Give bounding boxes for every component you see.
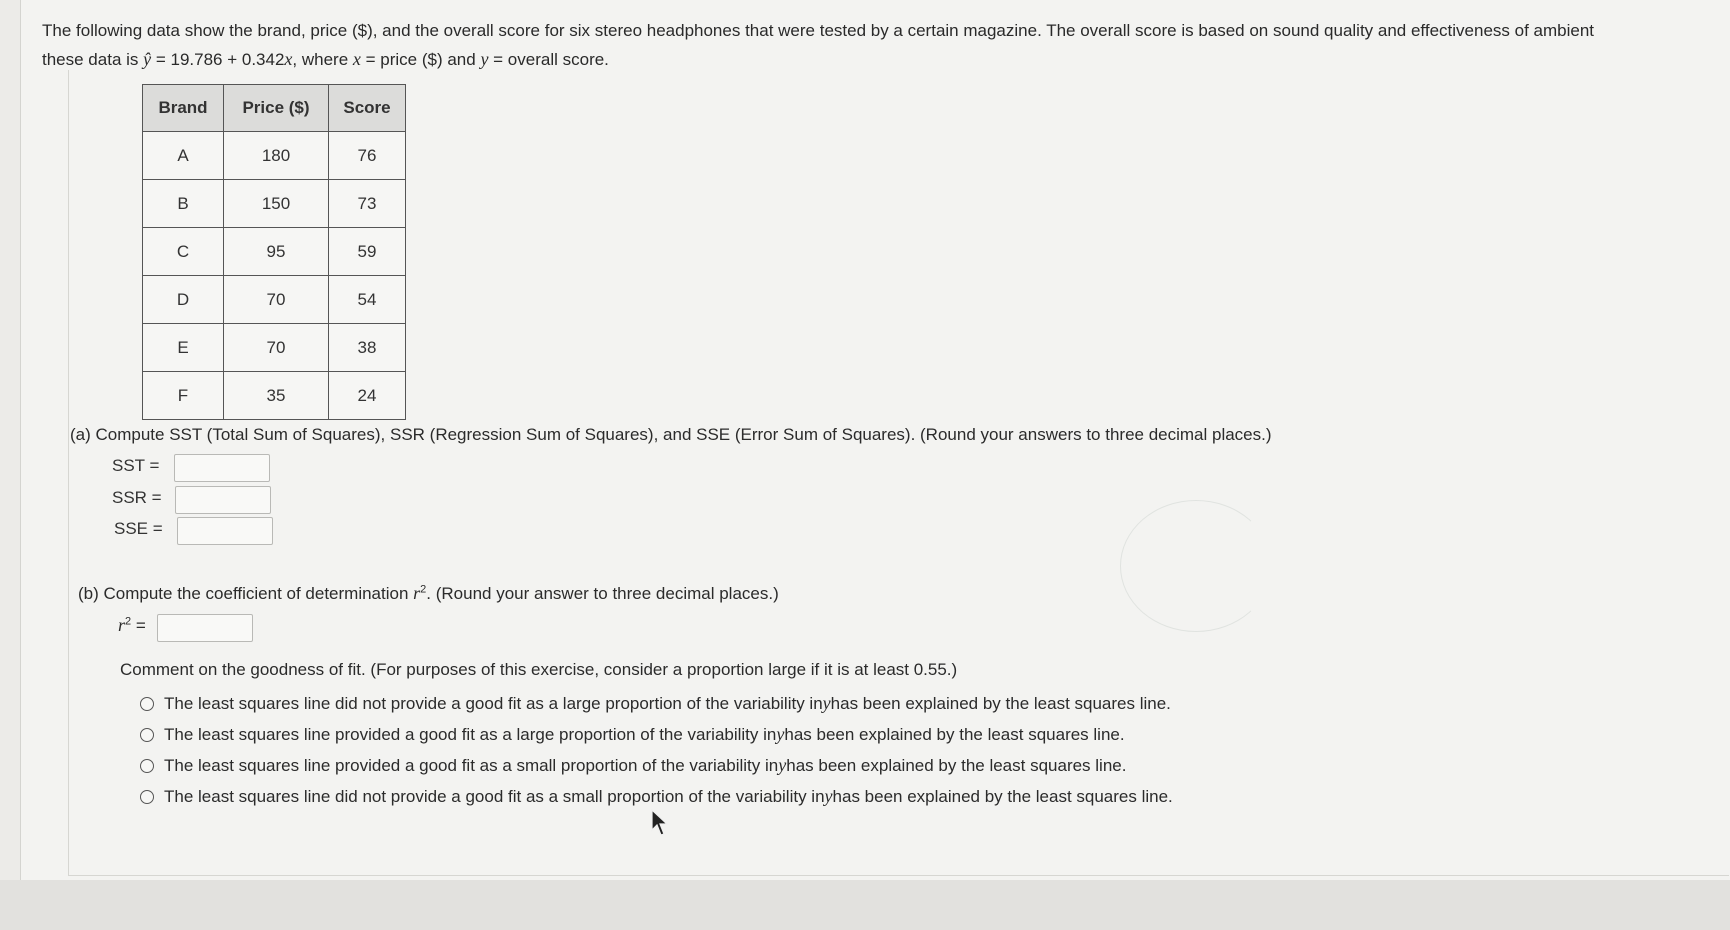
equals-sign: = xyxy=(131,616,146,635)
intro-line-2 xyxy=(42,45,1722,74)
fit-option-1[interactable] xyxy=(140,688,1173,719)
fit-option-2[interactable] xyxy=(140,719,1173,750)
var-x: x xyxy=(352,49,361,69)
var-r: r xyxy=(413,583,421,603)
sst-label: SST = xyxy=(112,456,160,475)
cell-score: 24 xyxy=(329,372,406,420)
option-text: The least squares line did not provide a good fit as a small proportion of the variability in xyxy=(164,786,825,806)
sst-input[interactable] xyxy=(174,454,270,482)
where-text: , where xyxy=(292,50,353,69)
r2-label xyxy=(118,615,146,636)
header-brand: Brand xyxy=(143,85,224,132)
cell-brand: C xyxy=(143,228,224,276)
var-x: x xyxy=(284,49,293,69)
header-score: Score xyxy=(329,85,406,132)
exponent: 2 xyxy=(420,583,427,596)
data-table xyxy=(142,84,406,420)
problem-intro xyxy=(42,16,1722,74)
cell-brand: B xyxy=(143,180,224,228)
ssr-row xyxy=(112,488,174,508)
cell-score: 59 xyxy=(329,228,406,276)
var-r: r xyxy=(118,615,126,635)
r2-input[interactable] xyxy=(157,614,253,642)
cell-price: 70 xyxy=(224,276,329,324)
cell-brand: D xyxy=(143,276,224,324)
var-y: y xyxy=(778,755,787,775)
var-y: y xyxy=(824,786,833,806)
cell-price: 35 xyxy=(224,372,329,420)
bottom-strip xyxy=(0,880,1730,930)
part-b-prefix: (b) Compute the coefficient of determination xyxy=(78,584,414,603)
header-price: Price ($) xyxy=(224,85,329,132)
part-a-question: (a) Compute SST (Total Sum of Squares), SSR (Regression Sum of Squares), and SSE (Error Sum of Squares). (Round your answers to three decimal places.) xyxy=(70,425,1272,444)
sst-row xyxy=(112,456,174,476)
table-row xyxy=(143,180,406,228)
cell-score: 38 xyxy=(329,324,406,372)
y-definition: = overall score. xyxy=(488,50,609,69)
glare-artifact xyxy=(1120,500,1272,632)
ssr-label: SSR = xyxy=(112,488,162,507)
option-text: The least squares line provided a good fit as a large proportion of the variability in xyxy=(164,724,777,744)
mouse-cursor-icon xyxy=(650,808,672,838)
table-header-row xyxy=(143,85,406,132)
radio-button[interactable] xyxy=(140,790,154,804)
cell-price: 180 xyxy=(224,132,329,180)
table-row xyxy=(143,372,406,420)
part-b-question xyxy=(78,583,779,604)
cell-price: 70 xyxy=(224,324,329,372)
option-text: has been explained by the least squares line. xyxy=(830,693,1171,713)
part-b-suffix: . (Round your answer to three decimal places.) xyxy=(426,584,779,603)
intro-line-1: The following data show the brand, price ($), and the overall score for six stereo headphones that were tested by a certain magazine. The overall score is based on sound quality and effectiveness of ambient xyxy=(42,21,1594,40)
radio-button[interactable] xyxy=(140,759,154,773)
option-text: The least squares line did not provide a good fit as a large proportion of the variability in xyxy=(164,693,823,713)
var-y: y xyxy=(776,724,785,744)
option-text: The least squares line provided a good fit as a small proportion of the variability in xyxy=(164,755,779,775)
table-row xyxy=(143,132,406,180)
option-text: has been explained by the least squares line. xyxy=(784,724,1125,744)
radio-button[interactable] xyxy=(140,728,154,742)
table-row xyxy=(143,324,406,372)
cell-score: 76 xyxy=(329,132,406,180)
option-text: has been explained by the least squares line. xyxy=(786,755,1127,775)
sse-label: SSE = xyxy=(114,519,163,538)
sse-input[interactable] xyxy=(177,517,273,545)
intro-line2-prefix: these data is xyxy=(42,50,144,69)
cell-score: 73 xyxy=(329,180,406,228)
var-y: y xyxy=(480,49,489,69)
table-row xyxy=(143,228,406,276)
cell-brand: E xyxy=(143,324,224,372)
regression-equation: = 19.786 + 0.342 xyxy=(151,50,285,69)
comment-prompt: Comment on the goodness of fit. (For purposes of this exercise, consider a proportion large if it is at least 0.55.) xyxy=(120,660,958,679)
cell-brand: F xyxy=(143,372,224,420)
radio-button[interactable] xyxy=(140,697,154,711)
cell-brand: A xyxy=(143,132,224,180)
option-text: has been explained by the least squares line. xyxy=(832,786,1173,806)
var-y: y xyxy=(822,693,831,713)
table-row xyxy=(143,276,406,324)
y-hat: ŷ xyxy=(143,49,152,69)
sse-row xyxy=(114,519,176,539)
exponent: 2 xyxy=(125,615,132,628)
fit-option-3[interactable] xyxy=(140,750,1173,781)
cell-score: 54 xyxy=(329,276,406,324)
cell-price: 95 xyxy=(224,228,329,276)
x-definition: = price ($) and xyxy=(360,50,481,69)
fit-options xyxy=(140,688,1173,812)
ssr-input[interactable] xyxy=(175,486,271,514)
cell-price: 150 xyxy=(224,180,329,228)
